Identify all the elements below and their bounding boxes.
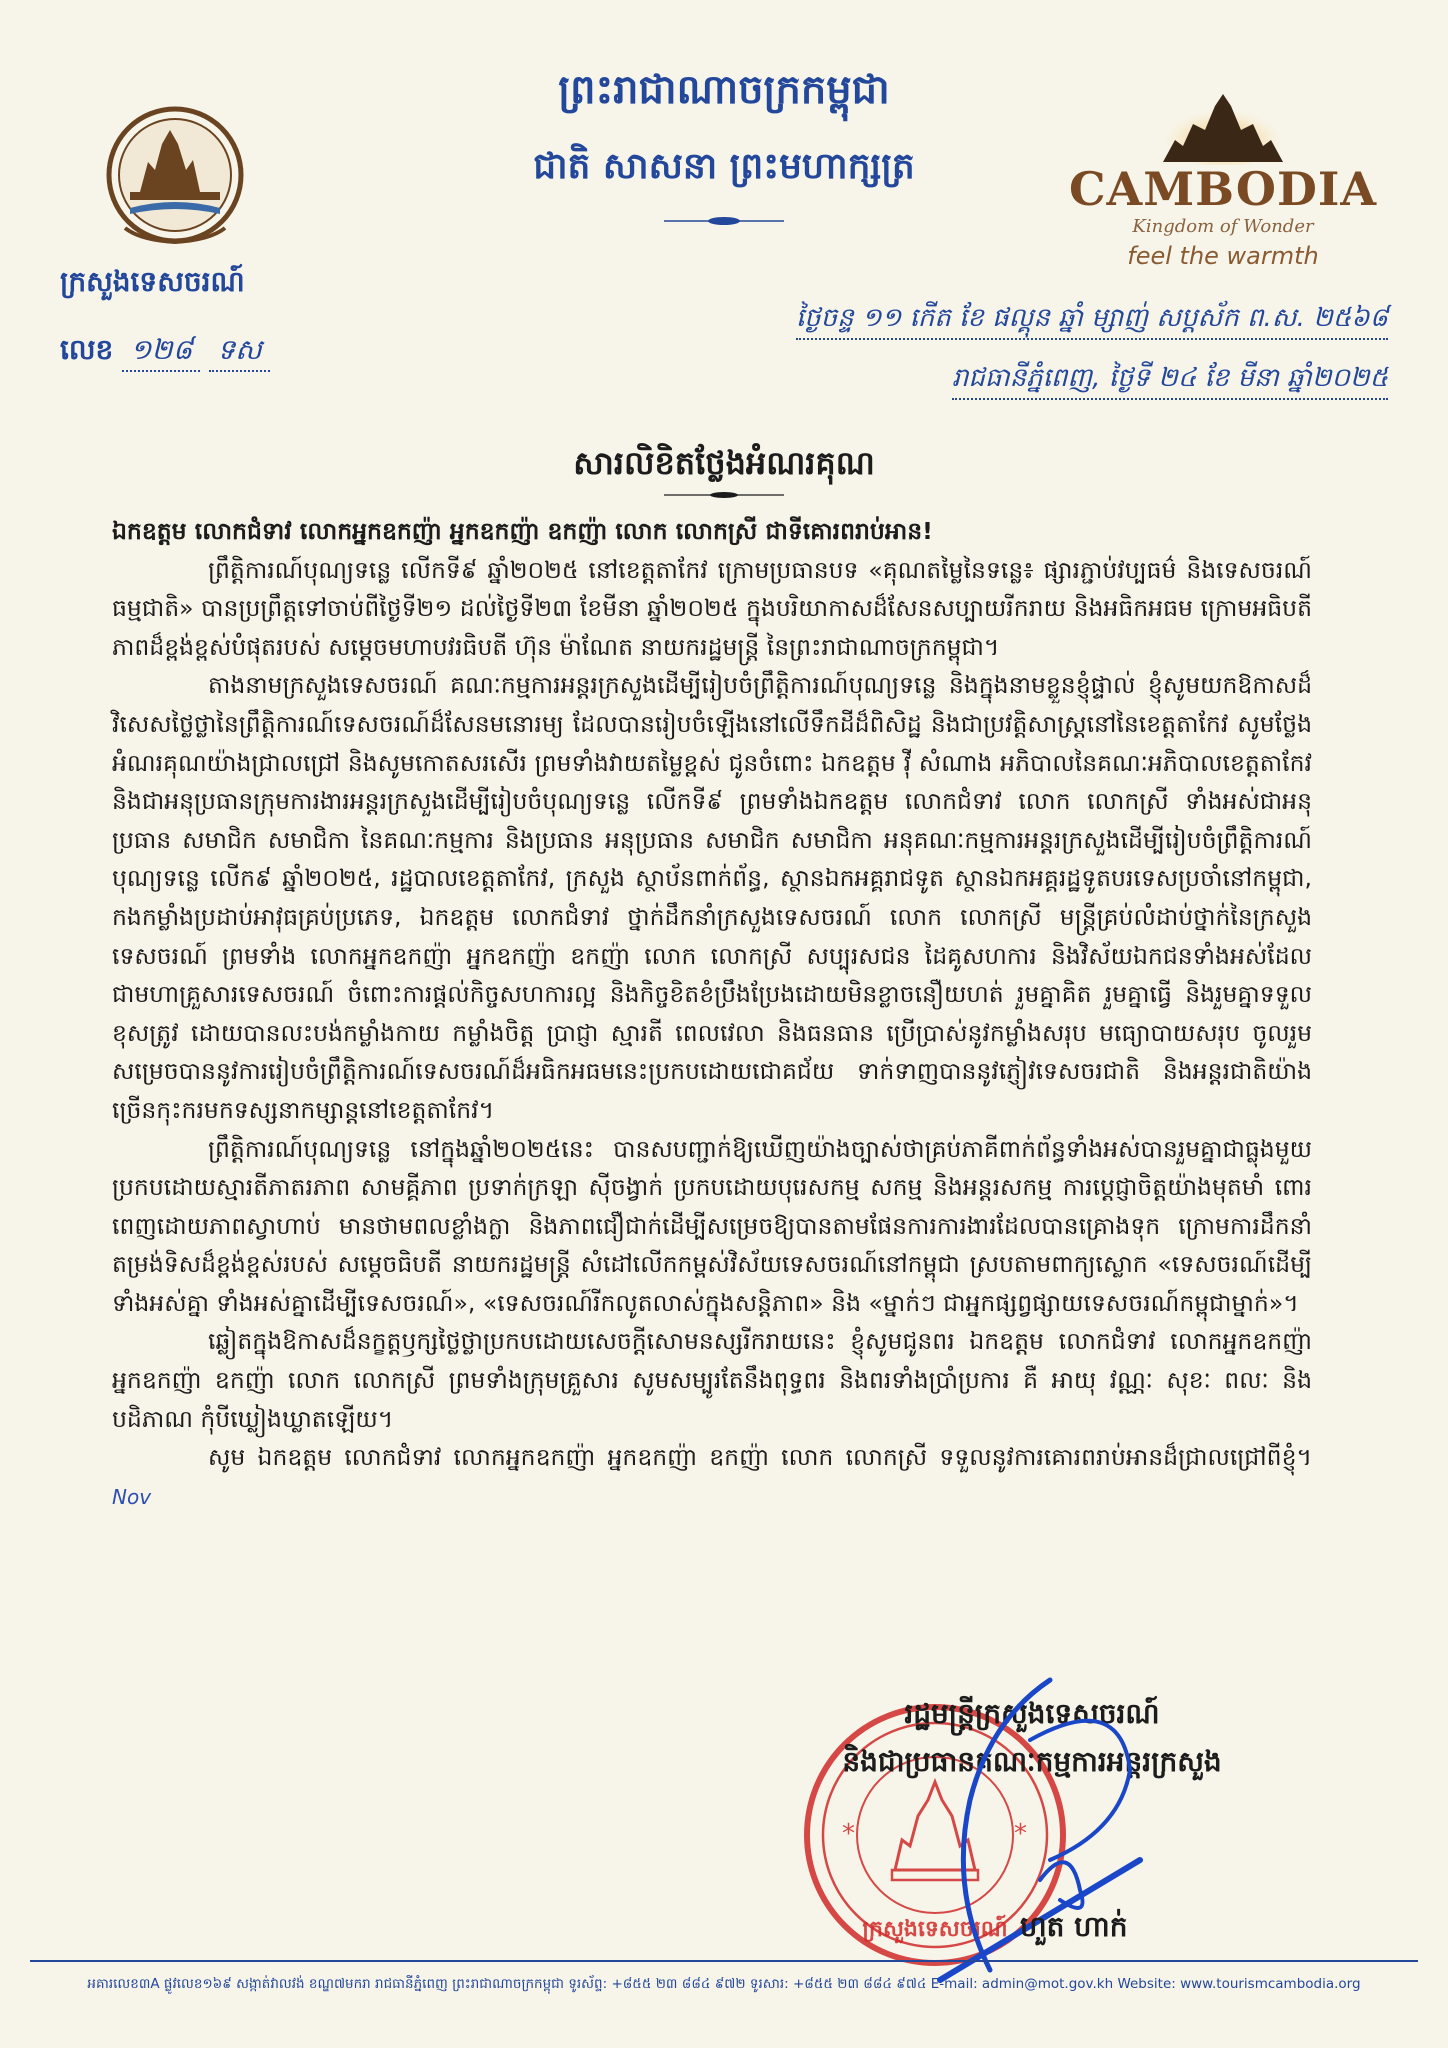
signatory-title-line2: និងជាប្រធានគណៈកម្មការអន្តរក្រសួង (842, 1745, 1222, 1778)
reference-value: ១២៨ (122, 330, 200, 372)
reference-number (60, 330, 270, 372)
footer-divider (30, 1960, 1418, 1962)
solar-date: រាជធានីភ្នំពេញ, ថ្ងៃទី ២៤ ខែ មីនា ឆ្នាំ២០២៥ (952, 358, 1388, 400)
signatory-title-line1: រដ្ឋមន្ត្រីក្រសួងទេសចរណ៍ (904, 1697, 1160, 1730)
brand-subtitle: Kingdom of Wonder (1132, 216, 1314, 237)
brand-tagline: feel the warmth (1127, 242, 1319, 270)
svg-text:*: * (1014, 1819, 1027, 1849)
brand-wordmark: CAMBODIA (1068, 162, 1378, 216)
letter-body (112, 512, 1312, 1516)
svg-text:*: * (842, 1819, 855, 1849)
initials-mark: Nov (112, 1484, 152, 1509)
paragraph-3: ព្រឹត្តិការណ៍បុណ្យទន្លេ នៅក្នុងឆ្នាំ២០២៥នេះ បានសបញ្ជាក់ឱ្យឃើញយ៉ាងច្បាស់ថាគ្រប់ភាគីពាក់ព័ន្ធទាំងអស់បានរួមគ្នាជាធ្លុងមួយប្រកបដោយស្មារតីភាតរភាព សាមគ្គីភាព ប្រទាក់ក្រឡា ស៊ីចង្វាក់ ប្រកបដោយបុរេសកម្ម សកម្ម និងអន្តរសកម្ម ការប្តេជ្ញាចិត្តយ៉ាងមុតមាំ ពោរពេញដោយភាពស្វាហាប់ មានថាមពលខ្លាំងក្លា និងភាពជឿជាក់ដើម្បីសម្រេចឱ្យបានតាមផែនការការងារដែលបានគ្រោងទុក ក្រោមការដឹកនាំតម្រង់ទិសដ៏ខ្ពង់ខ្ពស់របស់ សម្តេចធិបតី នាយករដ្ឋមន្ត្រី សំដៅលើកកម្ពស់វិស័យទេសចរណ៍នៅកម្ពុជា ស្របតាមពាក្យស្លោក «ទេសចរណ៍ដើម្បីទាំងអស់គ្នា ទាំងអស់គ្នាដើម្បីទេសចរណ៍», «ទេសចរណ៍រីកលូតលាស់ក្នុងសន្តិភាព» និង «ម្នាក់ៗ ជាអ្នកផ្សព្វផ្សាយទេសចរណ៍កម្ពុជាម្នាក់»។ (112, 1134, 1312, 1317)
reference-suffix: ទស (209, 330, 269, 372)
angkor-temple-icon (1153, 90, 1293, 165)
footer-contact: អគារលេខ៣A ផ្លូវលេខ១៦៩ សង្កាត់វាលវង់ ខណ្ឌ៧មករា រាជធានីភ្នំពេញ ព្រះរាជាណាចក្រកម្ពុជា ទូរស័ព្ទ: +៨៥៥ ២៣ ៨៨៤ ៩៧២ ទូរសារ: +៨៥៥ ២៣ ៨៨៤ ៩៧៤ E-mail: admin@mot.gov.kh Website: www.tourismcambodia.org (87, 1976, 1361, 1992)
header-ornament-icon (664, 215, 784, 227)
closing-text: សូម ឯកឧត្តម លោកជំទាវ លោកអ្នកឧកញ៉ា អ្នកឧកញ៉ា ឧកញ៉ា លោក លោកស្រី ទទួលនូវការគោរពរាប់អានដ៏ជ្រាលជ្រៅពីខ្ញុំ។ (208, 1443, 1312, 1472)
kingdom-heading: ព្រះរាជាណាចក្រកម្ពុជា (558, 67, 890, 113)
paragraph-1: ព្រឹត្តិការណ៍បុណ្យទន្លេ លើកទី៩ ឆ្នាំ២០២៥ នៅខេត្តតាកែវ ក្រោមប្រធានបទ «គុណតម្លៃនៃទន្លេ៖ ផ្សារភ្ជាប់វប្បធម៌ និងទេសចរណ៍ធម្មជាតិ» បានប្រព្រឹត្តទៅចាប់ពីថ្ងៃទី២១ ដល់ថ្ងៃទី២៣ ខែមីនា ឆ្នាំ២០២៥ ក្នុងបរិយាកាសដ៏សែនសប្បាយរីករាយ និងអធិកអធម ក្រោមអធិបតីភាពដ៏ខ្ពង់ខ្ពស់បំផុតរបស់ សម្តេចមហាបវរធិបតី ហ៊ុន ម៉ាណែត នាយករដ្ឋមន្ត្រី នៃព្រះរាជាណាចក្រកម្ពុជា។ (112, 555, 1312, 661)
paragraph-4: ឆ្លៀតក្នុងឱកាសដ៏នក្ខត្តឫក្សថ្លៃថ្លាប្រកបដោយសេចក្តីសោមនស្សរីករាយនេះ ខ្ញុំសូមជូនពរ ឯកឧត្តម លោកជំទាវ លោកអ្នកឧកញ៉ា អ្នកឧកញ៉ា ឧកញ៉ា លោក លោកស្រី ព្រមទាំងក្រុមគ្រួសារ សូមសម្បូរតែនឹងពុទ្ធពរ និងពរទាំងប្រាំប្រការ គឺ អាយុ វណ្ណៈ សុខៈ ពលៈ និងបដិភាណ កុំបីឃ្លៀងឃ្លាតឡើយ។ (112, 1327, 1312, 1433)
ministry-name: ក្រសួងទេសចរណ៍ (60, 265, 245, 298)
reference-prefix: លេខ (60, 333, 114, 366)
title-ornament-icon (664, 490, 784, 500)
cambodia-brand-logo (1058, 90, 1388, 285)
seal-label: ក្រសួងទេសចរណ៍ (862, 1917, 1008, 1942)
document-title: សារលិខិតថ្លែងអំណរគុណ (573, 444, 875, 482)
signatory-name: ហួត ហាក់ (1020, 1910, 1128, 1943)
paragraph-2: តាងនាមក្រសួងទេសចរណ៍ គណៈកម្មការអន្តរក្រសួងដើម្បីរៀបចំព្រឹត្តិការណ៍បុណ្យទន្លេ និងក្នុងនាមខ្លួនខ្ញុំផ្ទាល់ ខ្ញុំសូមយកឱកាសដ៏វិសេសថ្លៃថ្លានៃព្រឹត្តិការណ៍ទេសចរណ៍ដ៏សែនមនោរម្យ ដែលបានរៀបចំឡើងនៅលើទឹកដីដ៏ពិសិដ្ឋ និងជាប្រវត្តិសាស្ត្រនៅនៃខេត្តតាកែវ សូមថ្លែងអំណរគុណយ៉ាងជ្រាលជ្រៅ និងសូមកោតសរសើរ ព្រមទាំងវាយតម្លៃខ្ពស់ ជូនចំពោះ ឯកឧត្តម វ៉ី សំណាង អភិបាលនៃគណៈអភិបាលខេត្តតាកែវ និងជាអនុប្រធានក្រុមការងារអន្តរក្រសួងដើម្បីរៀបចំបុណ្យទន្លេ លើកទី៩ ព្រមទាំងឯកឧត្តម លោកជំទាវ លោក លោកស្រី ទាំងអស់ជាអនុប្រធាន សមាជិក សមាជិកា នៃគណៈកម្មការ និងប្រធាន អនុប្រធាន សមាជិក សមាជិកា អនុគណៈកម្មការអន្តរក្រសួងដើម្បីរៀបចំព្រឹត្តិការណ៍បុណ្យទន្លេ លើក៩ ឆ្នាំ២០២៥, រដ្ឋបាលខេត្តតាកែវ, ក្រសួង ស្ថាប័នពាក់ព័ន្ធ, ស្ថានឯកអគ្គរាជទូត ស្ថានឯកអគ្គរដ្ឋទូតបរទេសប្រចាំនៅកម្ពុជា, កងកម្លាំងប្រដាប់អាវុធគ្រប់ប្រភេទ, ឯកឧត្តម លោកជំទាវ ថ្នាក់ដឹកនាំក្រសួងទេសចរណ៍ លោក លោកស្រី មន្ត្រីគ្រប់លំដាប់ថ្នាក់នៃក្រសួងទេសចរណ៍ ព្រមទាំង លោកអ្នកឧកញ៉ា អ្នកឧកញ៉ា ឧកញ៉ា លោក លោកស្រី សប្បុរសជន ដៃគូសហការ និងវិស័យឯកជនទាំងអស់ដែលជាមហាគ្រួសារទេសចរណ៍ ចំពោះការផ្តល់កិច្ចសហការល្អ និងកិច្ចខិតខំប្រឹងប្រែងដោយមិនខ្លាចនឿយហត់ រួមគ្នាគិត រួមគ្នាធ្វើ និងរួមគ្នាទទួលខុសត្រូវ ដោយបានលះបង់កម្លាំងកាយ កម្លាំងចិត្ត ប្រាជ្ញា ស្មារតី ពេលវេលា និងធនធាន ប្រើប្រាស់នូវកម្លាំងសរុប មធ្យោបាយសរុប ចូលរួមសម្រេចបាននូវការរៀបចំព្រឹត្តិការណ៍ទេសចរណ៍ដ៏អធិកអធមនេះប្រកបដោយជោគជ័យ ទាក់ទាញបាននូវភ្ញៀវទេសចរជាតិ និងអន្តរជាតិយ៉ាងច្រើនកុះករមកទស្សនាកម្សាន្តនៅខេត្តតាកែវ។ (112, 671, 1312, 1124)
salutation: ឯកឧត្តម លោកជំទាវ លោកអ្នកឧកញ៉ា អ្នកឧកញ៉ា ឧកញ៉ា លោក លោកស្រី ជាទីគោរពរាប់អាន! (112, 517, 933, 545)
closing-paragraph (112, 1438, 1312, 1516)
national-motto: ជាតិ សាសនា ព្រះមហាក្សត្រ (533, 146, 915, 187)
lunar-date: ថ្ងៃចន្ទ ១១ កើត ខែ ផល្គុន ឆ្នាំ ម្សាញ់ សប្តស័ក ព.ស. ២៥៦៨ (796, 298, 1388, 340)
